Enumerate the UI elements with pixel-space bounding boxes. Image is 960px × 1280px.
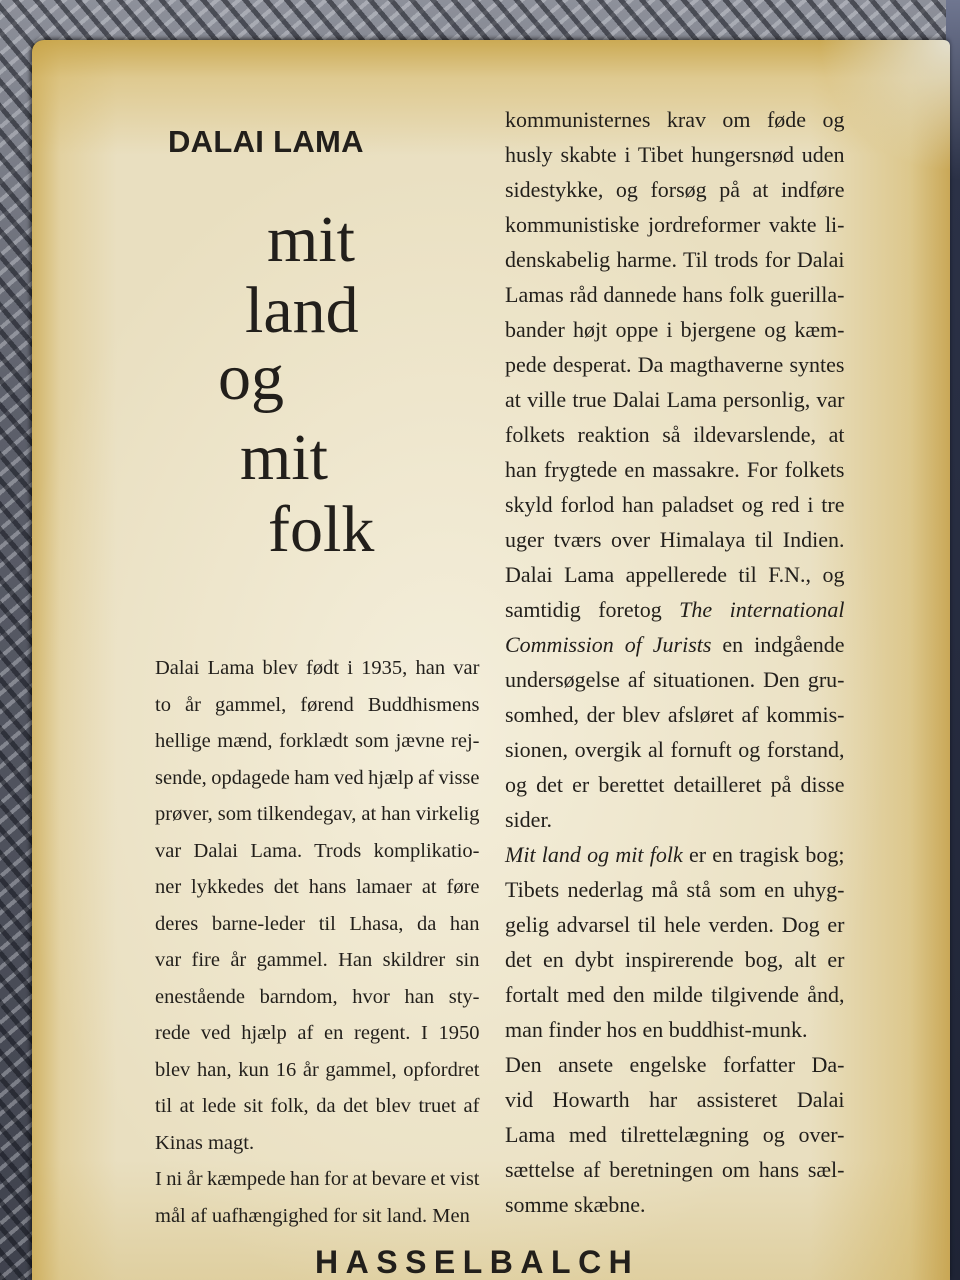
text-line bbox=[505, 592, 845, 627]
line-text: sende, opdagede ham ved hjælp af visse bbox=[155, 766, 480, 789]
text-line bbox=[155, 833, 480, 870]
line-text: man finder hos en buddhist-munk. bbox=[505, 1017, 808, 1042]
text-line bbox=[505, 487, 845, 522]
text-line bbox=[505, 382, 845, 417]
publisher-name: HASSELBALCH bbox=[315, 1244, 640, 1280]
text-line bbox=[155, 869, 480, 906]
line-text: var Dalai Lama. Trods komplikatio- bbox=[155, 839, 480, 862]
line-text: samtidig foretog bbox=[505, 597, 680, 622]
text-line bbox=[505, 977, 845, 1012]
line-text: undersøgelse af situationen. Den gru- bbox=[505, 667, 845, 692]
line-text: at ville true Dalai Lama personlig, var bbox=[505, 387, 845, 412]
line-text: Dalai Lama appellerede til F.N., og bbox=[505, 562, 845, 587]
text-line bbox=[505, 802, 845, 837]
text-line bbox=[505, 732, 845, 767]
text-line bbox=[505, 452, 845, 487]
text-line bbox=[505, 1082, 845, 1117]
line-text: det en dybt inspirerende bog, alt er bbox=[505, 947, 845, 972]
text-line bbox=[155, 942, 480, 979]
line-text: rede ved hjælp af en regent. I 1950 bbox=[155, 1022, 480, 1044]
text-line bbox=[505, 767, 845, 802]
text-line bbox=[155, 687, 480, 724]
line-text: to år gammel, førend Buddhismens bbox=[155, 693, 480, 716]
line-text: var fire år gammel. Han skildrer sin bbox=[155, 949, 480, 971]
line-text: somhed, der blev afsløret af kommis- bbox=[505, 702, 845, 727]
line-text: prøver, som tilkendegav, at han virkelig bbox=[155, 803, 480, 825]
line-text: husly skabte i Tibet hungersnød uden bbox=[505, 142, 845, 167]
text-line bbox=[155, 723, 480, 760]
line-text: Den ansete engelske forfatter Da- bbox=[505, 1052, 845, 1077]
line-text: vid Howarth har assisteret Dalai bbox=[505, 1087, 845, 1112]
text-line bbox=[505, 417, 845, 452]
line-text: deres barne-leder til Lhasa, da han bbox=[155, 912, 480, 935]
text-line bbox=[505, 137, 845, 172]
title-line: og bbox=[218, 341, 284, 414]
line-text: enestående barndom, hvor han sty- bbox=[155, 985, 480, 1008]
text-line bbox=[155, 650, 480, 687]
text-line bbox=[155, 979, 480, 1016]
text-line bbox=[505, 837, 845, 872]
text-line bbox=[505, 1117, 845, 1152]
text-line bbox=[155, 760, 480, 797]
text-line bbox=[155, 1088, 480, 1125]
text-line bbox=[505, 907, 845, 942]
line-text: I ni år kæmpede han for at bevare et vist bbox=[155, 1168, 480, 1190]
text-line bbox=[505, 872, 845, 907]
text-line bbox=[505, 242, 845, 277]
line-text: til at lede sit folk, da det blev truet af bbox=[155, 1095, 480, 1117]
line-text: mål af uafhængighed for sit land. Men bbox=[155, 1204, 470, 1227]
line-text: uger tværs over Himalaya til Indien. bbox=[505, 527, 845, 552]
text-line bbox=[505, 697, 845, 732]
text-line bbox=[505, 207, 845, 242]
line-text: en indgående bbox=[711, 632, 845, 657]
line-text: han frygtede en massakre. For folkets bbox=[505, 457, 845, 482]
text-line bbox=[505, 102, 845, 137]
text-line bbox=[155, 1161, 480, 1198]
text-line bbox=[155, 796, 480, 833]
line-text: bander højt oppe i bjergene og kæm- bbox=[505, 317, 845, 342]
line-text: Lama med tilrettelægning og over- bbox=[505, 1122, 845, 1147]
text-line bbox=[505, 627, 845, 662]
line-text: Dalai Lama blev født i 1935, han var bbox=[155, 657, 480, 679]
text-line bbox=[505, 1012, 845, 1047]
text-line bbox=[505, 172, 845, 207]
title-line: mit bbox=[267, 203, 356, 276]
text-line bbox=[505, 277, 845, 312]
text-line bbox=[155, 1052, 480, 1089]
line-text: denskabelig harme. Til trods for Dalai bbox=[505, 247, 845, 272]
italic-text: Commission of Jurists bbox=[505, 632, 712, 657]
text-line bbox=[505, 1187, 845, 1222]
text-line bbox=[505, 557, 845, 592]
line-text: og det er berettet detailleret på disse bbox=[505, 772, 845, 797]
text-line bbox=[505, 522, 845, 557]
text-line bbox=[155, 1125, 480, 1162]
line-text: pede desperat. Da magthaverne syntes bbox=[505, 352, 845, 377]
title-line: land bbox=[245, 274, 359, 347]
line-text: fortalt med den milde tilgivende ånd, bbox=[505, 982, 845, 1007]
line-text: gelig advarsel til hele verden. Dog er bbox=[505, 912, 845, 937]
description-column-left bbox=[155, 650, 480, 1234]
book-jacket bbox=[32, 40, 950, 1280]
text-line bbox=[155, 906, 480, 943]
text-line bbox=[505, 1047, 845, 1082]
italic-text: The international bbox=[679, 597, 845, 622]
line-text: hellige mænd, forklædt som jævne rej- bbox=[155, 730, 480, 752]
text-line bbox=[505, 347, 845, 382]
line-text: Lamas råd dannede hans folk guerilla- bbox=[505, 282, 845, 307]
author-name: DALAI LAMA bbox=[168, 124, 364, 159]
line-text: ner lykkedes det hans lamaer at føre bbox=[155, 876, 480, 898]
title-line: folk bbox=[268, 493, 375, 566]
title-line: mit bbox=[240, 421, 329, 494]
line-text: er en tragisk bog; bbox=[682, 842, 845, 867]
text-line bbox=[505, 312, 845, 347]
line-text: sionen, overgik al fornuft og forstand, bbox=[505, 737, 845, 762]
line-text: skyld forlod han paladset og red i tre bbox=[505, 492, 845, 517]
text-line bbox=[155, 1015, 480, 1052]
line-text: somme skæbne. bbox=[505, 1192, 646, 1217]
italic-text: Mit land og mit folk bbox=[505, 842, 683, 867]
text-line bbox=[155, 1198, 480, 1235]
text-line bbox=[505, 662, 845, 697]
line-text: kommunistiske jordreformer vakte li- bbox=[505, 212, 845, 237]
text-line bbox=[505, 942, 845, 977]
line-text: sider. bbox=[505, 807, 553, 832]
line-text: sidestykke, og forsøg på at indføre bbox=[505, 177, 845, 202]
text-line bbox=[505, 1152, 845, 1187]
line-text: Tibets nederlag må stå som en uhyg- bbox=[505, 877, 845, 902]
line-text: Kinas magt. bbox=[155, 1131, 255, 1154]
description-column-right bbox=[505, 102, 845, 1222]
line-text: blev han, kun 16 år gammel, opfordret bbox=[155, 1058, 480, 1081]
line-text: kommunisternes krav om føde og bbox=[505, 107, 845, 132]
line-text: folkets reaktion så ildevarslende, at bbox=[505, 422, 845, 447]
line-text: sættelse af beretningen om hans sæl- bbox=[505, 1157, 845, 1182]
